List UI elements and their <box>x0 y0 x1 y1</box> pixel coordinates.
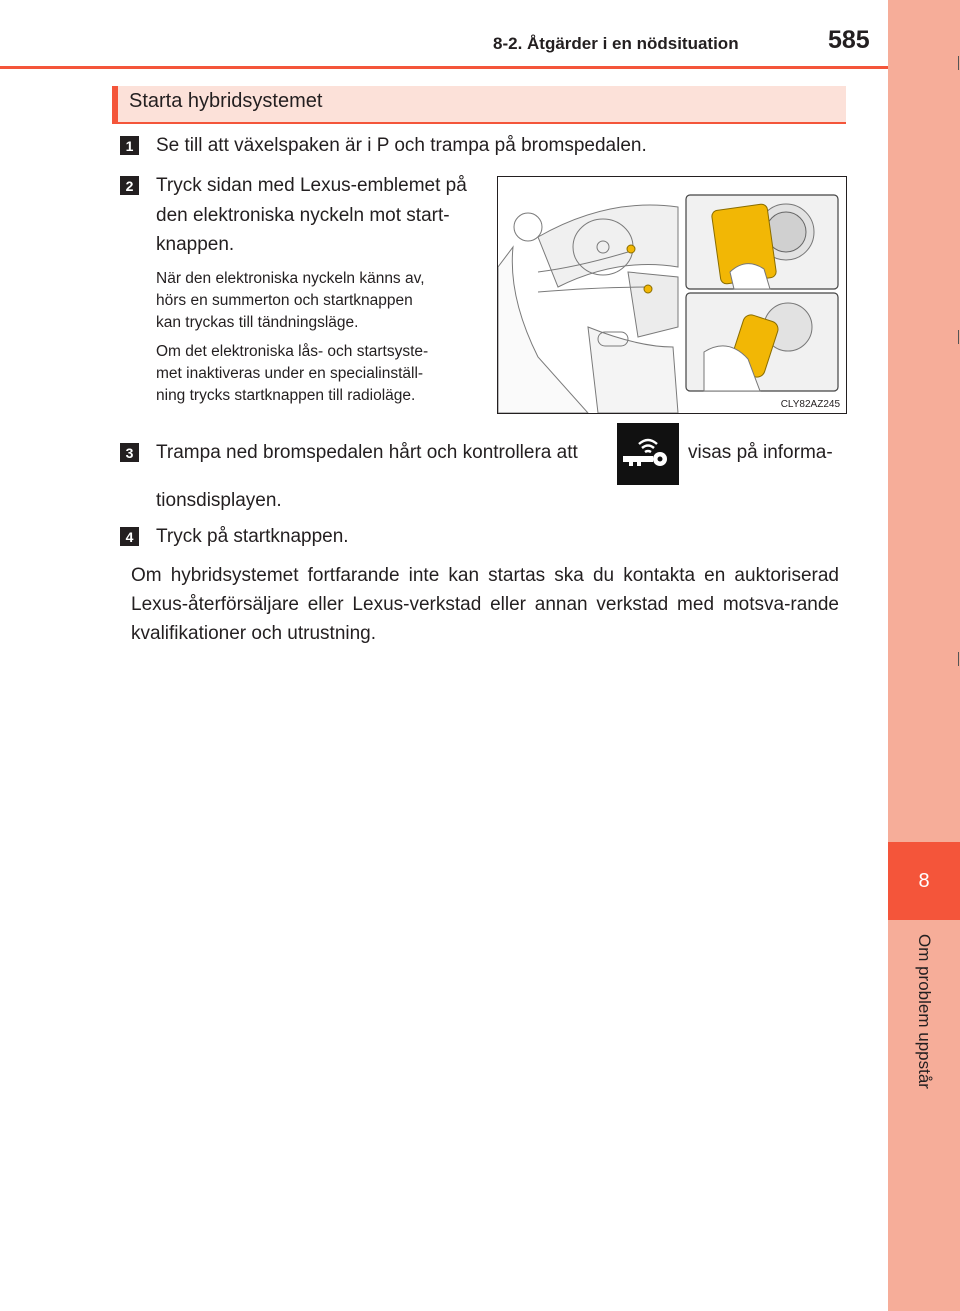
figure-code: CLY82AZ245 <box>780 399 840 410</box>
page-number: 585 <box>828 26 870 54</box>
key-with-signal-icon <box>617 423 679 485</box>
step-2-note-2-line-2: met inaktiveras under en specialinställ- <box>156 365 424 382</box>
step-2-line-1: Tryck sidan med Lexus-emblemet på <box>156 175 467 196</box>
step-number-2: 2 <box>120 176 139 195</box>
header-rule <box>0 66 888 69</box>
section-heading <box>112 86 846 124</box>
step-2-note-2-line-1: Om det elektroniska lås- och startsyste- <box>156 343 429 360</box>
step-3-text-after: visas på informa- <box>688 442 833 463</box>
chapter-sidebar <box>888 0 960 1311</box>
step-3-text-line-2: tionsdisplayen. <box>156 490 282 511</box>
illustration-start-with-key <box>497 176 847 414</box>
chapter-title: Om problem uppstår <box>915 934 934 1089</box>
step-1-text: Se till att växelspaken är i P och trampa på bromspedalen. <box>156 135 647 156</box>
section-heading-bar <box>112 86 118 122</box>
step-4-text: Tryck på startknappen. <box>156 526 349 547</box>
section-title: Starta hybridsystemet <box>129 90 323 112</box>
step-2-line-2: den elektroniska nyckeln mot start- <box>156 205 450 226</box>
step-number-4: 4 <box>120 527 139 546</box>
step-2-note-1-line-1: När den elektroniska nyckeln känns av, <box>156 270 425 287</box>
step-2-line-3: knappen. <box>156 234 235 255</box>
header-section-title: 8-2. Åtgärder i en nödsituation <box>493 34 739 53</box>
chapter-number: 8 <box>888 842 960 920</box>
step-2-note-1-line-2: hörs en summerton och startknappen <box>156 292 413 309</box>
step-number-1: 1 <box>120 136 139 155</box>
crop-mark <box>958 330 959 344</box>
step-3-text-before: Trampa ned bromspedalen hårt och kontrollera att <box>156 442 578 463</box>
driver-pressing-key-illustration <box>498 177 846 413</box>
step-2-note-1-line-3: kan tryckas till tändningsläge. <box>156 314 359 331</box>
crop-mark <box>958 56 959 70</box>
crop-mark <box>958 652 959 666</box>
step-number-3: 3 <box>120 443 139 462</box>
step-2-note-2-line-3: ning trycks startknappen till radioläge. <box>156 387 416 404</box>
closing-paragraph: Om hybridsystemet fortfarande inte kan startas ska du kontakta en auktoriserad Lexus-återförsäljare eller Lexus-verkstad eller annan verkstad med motsva-rande kvalifikationer och utrustning. <box>131 565 839 644</box>
